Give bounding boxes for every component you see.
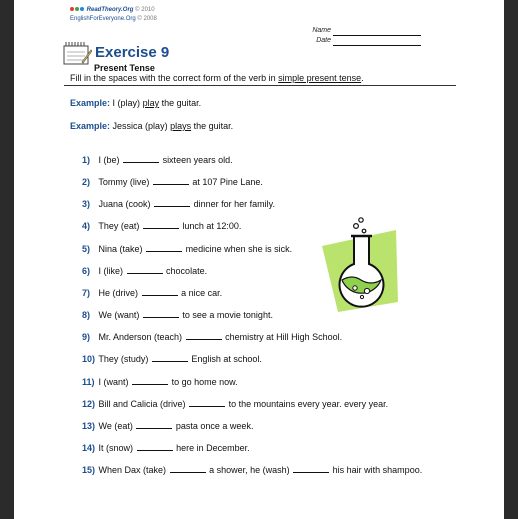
question-rest: pasta once a week.: [175, 421, 254, 431]
question-number: 13): [82, 421, 96, 431]
question-1: [82, 154, 233, 165]
name-label: Name: [312, 27, 331, 34]
answer-blank[interactable]: [170, 464, 206, 473]
exercise-subtitle: Present Tense: [94, 63, 155, 73]
answer-blank[interactable]: [137, 442, 173, 451]
question-rest: dinner for her family.: [193, 199, 275, 209]
example-after: the guitar.: [159, 98, 202, 108]
question-prompt: We (eat): [98, 421, 133, 431]
question-rest: chocolate.: [166, 266, 208, 276]
question-prompt: When Dax (take): [98, 465, 167, 475]
brand-copyright-2: © 2008: [137, 16, 157, 22]
date-line[interactable]: [333, 37, 421, 46]
answer-blank[interactable]: [142, 287, 178, 296]
instruction-text: Fill in the spaces with the correct form of the verb in: [70, 73, 279, 83]
question-number: 11): [82, 377, 95, 387]
instruction-term: simple present tense: [278, 73, 362, 83]
name-line[interactable]: [333, 27, 421, 36]
question-prompt: Nina (take): [98, 244, 143, 254]
question-prompt: He (drive): [98, 288, 139, 298]
question-middle: a shower, he (wash): [209, 465, 290, 475]
flask-icon: [318, 216, 398, 316]
question-rest: his hair with shampoo.: [332, 465, 423, 475]
exercise-title: Exercise 9: [95, 44, 170, 61]
question-3: [82, 198, 275, 209]
question-prompt: We (want): [98, 310, 140, 320]
question-11: [82, 376, 238, 387]
brand-block: [70, 6, 157, 24]
example-after: the guitar.: [191, 121, 234, 131]
question-8: [82, 309, 273, 320]
question-prompt: I (want): [98, 377, 129, 387]
question-rest: chemistry at Hill High School.: [225, 332, 343, 342]
question-prompt: Bill and Calicia (drive): [98, 399, 186, 409]
question-rest: at 107 Pine Lane.: [192, 177, 263, 187]
answer-blank[interactable]: [123, 154, 159, 163]
question-number: 6): [82, 266, 91, 276]
question-6: [82, 265, 207, 276]
question-prompt: Mr. Anderson (teach): [98, 332, 183, 342]
answer-blank[interactable]: [189, 398, 225, 407]
question-rest: sixteen years old.: [162, 155, 233, 165]
question-prompt: I (like): [98, 266, 124, 276]
instruction-end: .: [361, 73, 364, 83]
answer-blank[interactable]: [143, 220, 179, 229]
example-1: [70, 98, 201, 108]
question-number: 4): [82, 221, 91, 231]
answer-blank[interactable]: [127, 265, 163, 274]
example-label: Example:: [70, 121, 111, 131]
question-rest: here in December.: [176, 443, 250, 453]
answer-blank[interactable]: [152, 353, 188, 362]
question-number: 15): [82, 465, 96, 475]
question-rest: to the mountains every year. every year.: [228, 399, 389, 409]
example-before: I (play): [112, 98, 143, 108]
question-number: 12): [82, 399, 96, 409]
answer-blank-2[interactable]: [293, 464, 329, 473]
example-answer: play: [142, 98, 160, 108]
question-number: 2): [82, 177, 91, 187]
question-rest: lunch at 12:00.: [182, 221, 242, 231]
question-number: 7): [82, 288, 91, 298]
question-number: 3): [82, 199, 91, 209]
answer-blank[interactable]: [136, 420, 172, 429]
question-rest: medicine when she is sick.: [185, 244, 293, 254]
question-10: [82, 353, 262, 364]
worksheet-page: [14, 0, 504, 519]
answer-blank[interactable]: [186, 331, 222, 340]
question-prompt: Tommy (live): [98, 177, 150, 187]
question-14: [82, 442, 250, 453]
date-label: Date: [316, 37, 331, 44]
question-prompt: They (eat): [98, 221, 140, 231]
question-prompt: I (be): [98, 155, 120, 165]
example-label: Example:: [70, 98, 111, 108]
question-number: 1): [82, 155, 91, 165]
question-prompt: Juana (cook): [98, 199, 151, 209]
answer-blank[interactable]: [153, 176, 189, 185]
instructions: [70, 73, 364, 83]
colored-dots-icon: [70, 7, 85, 13]
notebook-icon: [62, 40, 92, 66]
question-9: [82, 331, 342, 342]
question-2: [82, 176, 263, 187]
example-2: [70, 121, 233, 131]
question-rest: English at school.: [191, 354, 262, 364]
question-number: 8): [82, 310, 91, 320]
divider-rule: [64, 85, 456, 86]
brand-readtheory: ReadTheory.Org: [86, 7, 134, 13]
example-answer: plays: [170, 121, 192, 131]
question-prompt: They (study): [98, 354, 149, 364]
question-15: [82, 464, 422, 475]
answer-blank[interactable]: [132, 376, 168, 385]
question-number: 5): [82, 244, 91, 254]
question-rest: to see a movie tonight.: [182, 310, 273, 320]
question-number: 9): [82, 332, 91, 342]
question-prompt: It (snow): [98, 443, 134, 453]
question-7: [82, 287, 222, 298]
brand-copyright-1: © 2010: [135, 7, 155, 13]
question-5: [82, 243, 292, 254]
example-before: Jessica (play): [112, 121, 171, 131]
name-date-fields: [304, 26, 421, 46]
question-number: 10): [82, 354, 96, 364]
brand-englishforeveryone: EnglishForEveryone.Org: [70, 16, 136, 22]
question-4: [82, 220, 241, 231]
question-rest: to go home now.: [171, 377, 238, 387]
question-13: [82, 420, 253, 431]
answer-blank[interactable]: [143, 309, 179, 318]
answer-blank[interactable]: [146, 243, 182, 252]
answer-blank[interactable]: [154, 198, 190, 207]
question-12: [82, 398, 388, 409]
question-rest: a nice car.: [181, 288, 223, 298]
question-number: 14): [82, 443, 96, 453]
